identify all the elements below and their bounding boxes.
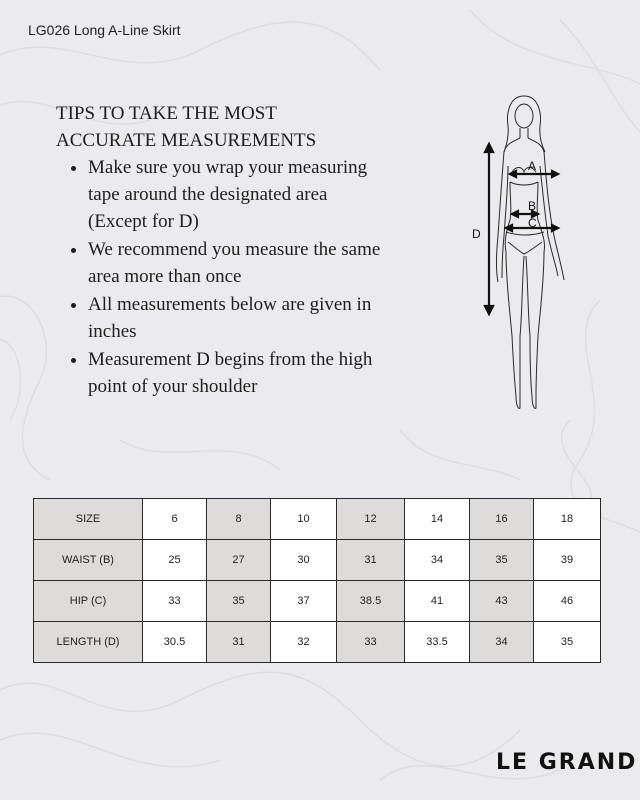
tip-item: • Measurement D begins from the high point of your shoulder [88,346,386,400]
table-cell: 34 [470,622,534,663]
table-cell: 18 [534,499,601,540]
table-cell: 33 [143,581,207,622]
label-a: A [528,159,537,173]
table-cell: 35 [470,540,534,581]
body-measurement-figure [466,86,586,416]
table-cell: 31 [207,622,271,663]
row-label: HIP (C) [34,581,143,622]
brand-logo: LE GRAND [496,750,638,775]
table-row [34,581,601,622]
table-cell: 38.5 [337,581,405,622]
table-cell: 35 [534,622,601,663]
table-cell: 10 [271,499,337,540]
table-cell: 43 [470,581,534,622]
table-cell: 34 [405,540,470,581]
table-row [34,622,601,663]
table-cell: 31 [337,540,405,581]
label-b: B [528,199,537,213]
table-row [34,499,601,540]
table-cell: 41 [405,581,470,622]
table-cell: 32 [271,622,337,663]
measurement-tips [56,100,386,401]
table-cell: 33.5 [405,622,470,663]
table-cell: 35 [207,581,271,622]
table-cell: 12 [337,499,405,540]
table-cell: 33 [337,622,405,663]
table-cell: 30 [271,540,337,581]
tip-item: • Make sure you wrap your measuring tape around the designated area (Except for D) [88,154,386,235]
table-cell: 39 [534,540,601,581]
tips-heading: TIPS TO TAKE THE MOST ACCURATE MEASUREMENTS [56,103,317,151]
table-cell: 8 [207,499,271,540]
row-label: WAIST (B) [34,540,143,581]
table-cell: 6 [143,499,207,540]
tip-item: • All measurements below are given in inches [88,291,386,345]
table-row [34,540,601,581]
label-c: C [528,216,537,230]
size-chart-table [33,498,601,663]
table-cell: 46 [534,581,601,622]
table-cell: 14 [405,499,470,540]
table-cell: 25 [143,540,207,581]
table-cell: 30.5 [143,622,207,663]
table-cell: 37 [271,581,337,622]
row-label: SIZE [34,499,143,540]
label-d: D [472,227,481,241]
table-cell: 27 [207,540,271,581]
row-label: LENGTH (D) [34,622,143,663]
tip-item: • We recommend you measure the same area more than once [88,236,386,290]
tips-list [56,154,386,400]
product-title: LG026 Long A-Line Skirt [28,22,181,38]
table-cell: 16 [470,499,534,540]
